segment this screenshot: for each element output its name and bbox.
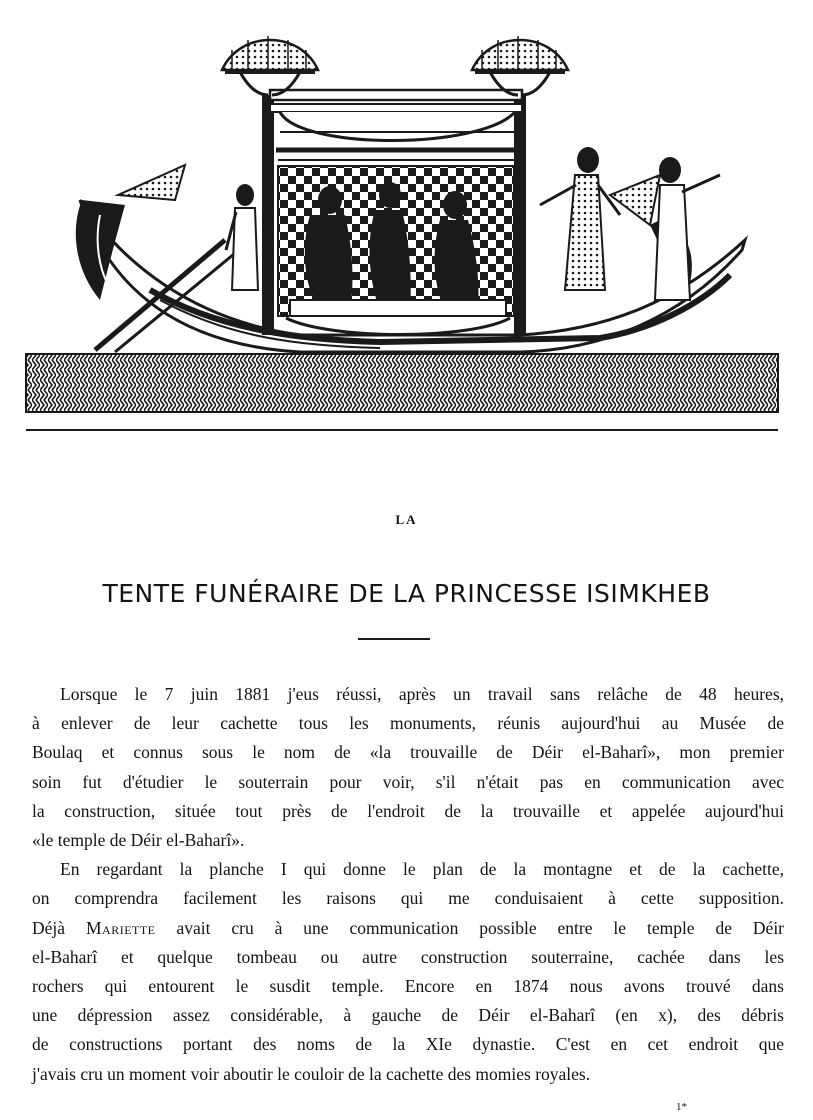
text-line: rochers qui entourent le susdit temple. Encore en 1874 nous avons trouvé dans (32, 976, 784, 997)
text-line: j'avais cru un moment voir aboutir le couloir de la cachette des momies royales. (32, 1063, 591, 1084)
text-line: de constructions portant des noms de la XIe dynastie. C'est en cet endroit que (32, 1034, 784, 1055)
standing-figure-bow-1 (540, 147, 620, 290)
water-band (26, 354, 778, 412)
signature-mark: 1* (676, 1101, 687, 1113)
paragraph-1 (32, 680, 784, 855)
text-line: el-Baharî et quelque tombeau ou autre construction souterraine, cachée dans les (32, 946, 784, 967)
text-line: «le temple de Déir el-Baharî». (32, 830, 245, 851)
text-line: on comprendra facilement les raisons qui me conduisaient à cette supposition. (32, 888, 784, 909)
papyrus-capital-right (472, 36, 568, 95)
text-line: Boulaq et connus sous le nom de «la trouvaille de Déir el-Baharî», mon premier (32, 742, 784, 763)
text-fragment: Déjà (32, 917, 66, 938)
text-line: à enlever de leur cachette tous les monuments, réunis aujourd'hui au Musée de (32, 713, 784, 734)
text-line: Lorsque le 7 juin 1881 j'eus réussi, après un travail sans relâche de 48 heures, (60, 684, 784, 704)
fan-left (118, 165, 185, 200)
standing-figure-stern (226, 184, 258, 290)
title-kicker: LA (395, 512, 418, 527)
title-underline (358, 638, 430, 640)
text-line: une dépression assez considérable, à gauche de Déir el-Baharî (en x), des débris (32, 1005, 784, 1026)
text-line: En regardant la planche I qui donne le plan de la montagne et de la cachette, (60, 859, 784, 880)
page-title: TENTE FUNÉRAIRE DE LA PRINCESSE ISIMKHEB (102, 578, 711, 608)
body-text (32, 680, 784, 1089)
fan-right (610, 175, 660, 225)
author-name-mariette: Mariette (85, 917, 156, 938)
text-line: soin fut d'étudier le souterrain pour voir, s'il n'était pas en communication avec (32, 771, 784, 792)
text-line (32, 914, 784, 943)
papyrus-capital-left (222, 36, 318, 95)
paragraph-2 (32, 855, 784, 1089)
mourning-figures (305, 182, 479, 310)
funerary-barque-illustration (0, 0, 813, 440)
canopy-post-right (514, 95, 526, 335)
text-line: la construction, située tout près de l'endroit de la trouvaille et appelée aujourd'hui (32, 800, 784, 821)
text-fragment: avait cru à une communication possible entre le temple de Déir (176, 917, 785, 938)
canopy-drape (280, 112, 515, 141)
canopy-post-left (262, 95, 274, 335)
canopy-roof (270, 90, 522, 100)
